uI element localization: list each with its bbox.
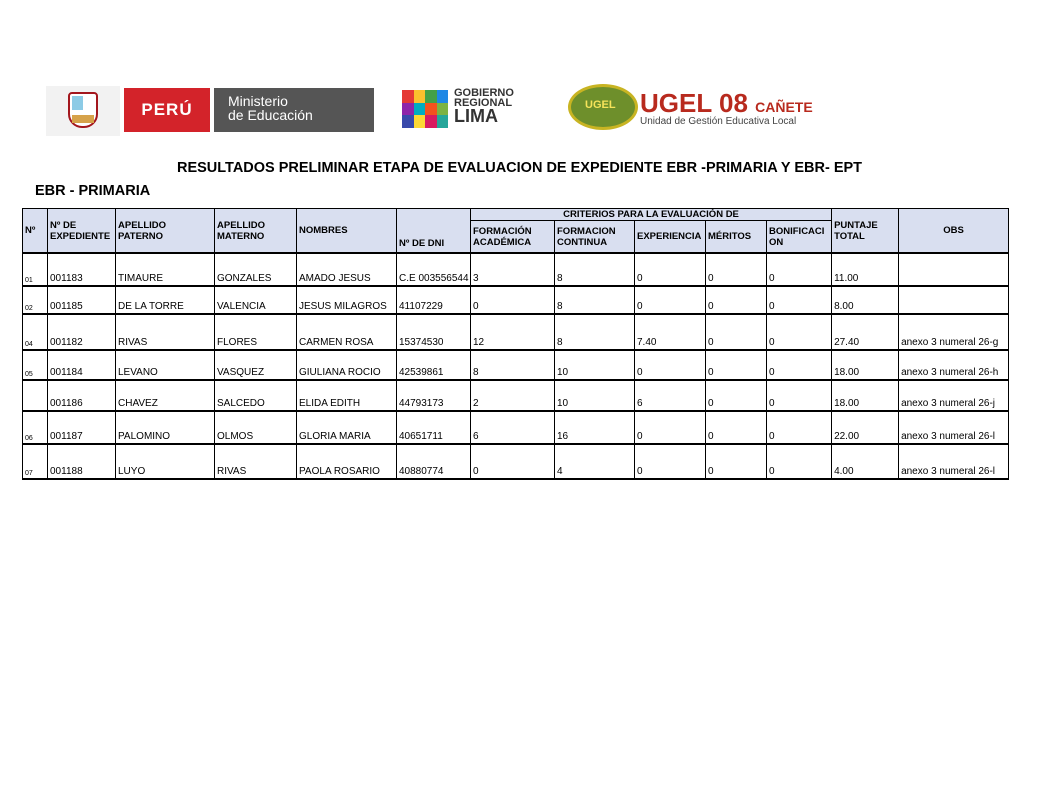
cell-formacion-continua: 8 bbox=[555, 253, 635, 286]
minedu-line-1: Ministerio bbox=[228, 93, 288, 109]
cell-apellido-materno: FLORES bbox=[215, 314, 297, 350]
cell-no: 01 bbox=[23, 253, 48, 286]
cell-obs bbox=[899, 253, 1009, 286]
cell-nombres: PAOLA ROSARIO bbox=[297, 444, 397, 479]
results-table bbox=[22, 208, 1009, 480]
cell-experiencia: 0 bbox=[635, 444, 706, 479]
cell-no: 04 bbox=[23, 314, 48, 350]
minedu-line-2: de Educación bbox=[228, 107, 313, 123]
cell-no: 02 bbox=[23, 286, 48, 314]
cell-apellido-materno: VALENCIA bbox=[215, 286, 297, 314]
gore-line-2: REGIONAL bbox=[454, 97, 513, 109]
cell-formacion-continua: 4 bbox=[555, 444, 635, 479]
cell-bonificacion: 0 bbox=[767, 444, 832, 479]
cell-bonificacion: 0 bbox=[767, 380, 832, 411]
cell-experiencia: 0 bbox=[635, 411, 706, 444]
cell-apellido-paterno: DE LA TORRE bbox=[116, 286, 215, 314]
cell-no: 07 bbox=[23, 444, 48, 479]
cell-apellido-materno: VASQUEZ bbox=[215, 350, 297, 380]
cell-meritos: 0 bbox=[706, 253, 767, 286]
cell-apellido-paterno: RIVAS bbox=[116, 314, 215, 350]
cell-formacion-academica: 0 bbox=[471, 286, 555, 314]
cell-no: 06 bbox=[23, 411, 48, 444]
cell-formacion-continua: 16 bbox=[555, 411, 635, 444]
ugel-title-main: UGEL 08 bbox=[640, 88, 748, 118]
gore-mosaic-icon bbox=[402, 90, 448, 128]
cell-bonificacion: 0 bbox=[767, 314, 832, 350]
cell-expediente: 001185 bbox=[48, 286, 116, 314]
peru-logo: PERÚ bbox=[124, 88, 210, 132]
cell-apellido-paterno: TIMAURE bbox=[116, 253, 215, 286]
ugel-title-suffix: CAÑETE bbox=[755, 99, 813, 115]
cell-experiencia: 0 bbox=[635, 350, 706, 380]
results-table-body bbox=[23, 253, 1009, 479]
col-header-expediente: Nº DE EXPEDIENTE bbox=[48, 209, 116, 254]
ugel-title bbox=[640, 88, 813, 119]
cell-meritos: 0 bbox=[706, 411, 767, 444]
cell-experiencia: 0 bbox=[635, 286, 706, 314]
cell-apellido-paterno: PALOMINO bbox=[116, 411, 215, 444]
cell-formacion-academica: 2 bbox=[471, 380, 555, 411]
table-row bbox=[23, 314, 1009, 350]
cell-nombres: AMADO JESUS bbox=[297, 253, 397, 286]
col-header-meritos: MÉRITOS bbox=[706, 221, 767, 254]
col-header-apellido-paterno: APELLIDO PATERNO bbox=[116, 209, 215, 254]
cell-no: 05 bbox=[23, 350, 48, 380]
document-title: RESULTADOS PRELIMINAR ETAPA DE EVALUACION DE EXPEDIENTE EBR -PRIMARIA Y EBR- EPT bbox=[176, 160, 863, 176]
col-header-criterios: CRITERIOS PARA LA EVALUACIÓN DE bbox=[471, 209, 832, 221]
cell-nombres: JESUS MILAGROS bbox=[297, 286, 397, 314]
cell-experiencia: 7.40 bbox=[635, 314, 706, 350]
col-header-experiencia: EXPERIENCIA bbox=[635, 221, 706, 254]
col-header-formacion-continua: FORMACION CONTINUA bbox=[555, 221, 635, 254]
cell-dni: 15374530 bbox=[397, 314, 471, 350]
gore-text bbox=[454, 88, 514, 124]
gobierno-regional-lima-logo bbox=[402, 86, 532, 134]
table-row bbox=[23, 380, 1009, 411]
cell-experiencia: 0 bbox=[635, 253, 706, 286]
cell-expediente: 001188 bbox=[48, 444, 116, 479]
col-header-obs: OBS bbox=[899, 209, 1009, 254]
cell-apellido-paterno: LEVANO bbox=[116, 350, 215, 380]
gore-line-1: GOBIERNO bbox=[454, 87, 514, 99]
col-header-no: Nº bbox=[23, 209, 48, 254]
col-header-apellido-materno: APELLIDO MATERNO bbox=[215, 209, 297, 254]
cell-puntaje-total: 18.00 bbox=[832, 380, 899, 411]
ministerio-educacion-logo bbox=[214, 88, 374, 132]
cell-obs: anexo 3 numeral 26-g bbox=[899, 314, 1009, 350]
cell-expediente: 001184 bbox=[48, 350, 116, 380]
cell-puntaje-total: 11.00 bbox=[832, 253, 899, 286]
cell-obs: anexo 3 numeral 26-h bbox=[899, 350, 1009, 380]
col-header-formacion-academica: FORMACIÓN ACADÉMICA bbox=[471, 221, 555, 254]
col-header-dni: Nº DE DNI bbox=[397, 209, 471, 254]
cell-apellido-paterno: LUYO bbox=[116, 444, 215, 479]
ugel-seal-text: UGEL bbox=[585, 99, 616, 111]
cell-bonificacion: 0 bbox=[767, 350, 832, 380]
cell-formacion-academica: 3 bbox=[471, 253, 555, 286]
cell-puntaje-total: 8.00 bbox=[832, 286, 899, 314]
cell-dni: 42539861 bbox=[397, 350, 471, 380]
cell-formacion-continua: 10 bbox=[555, 350, 635, 380]
cell-nombres: GLORIA MARIA bbox=[297, 411, 397, 444]
ugel-subtitle: Unidad de Gestión Educativa Local bbox=[640, 116, 797, 127]
table-row bbox=[23, 286, 1009, 314]
cell-expediente: 001182 bbox=[48, 314, 116, 350]
cell-apellido-materno: RIVAS bbox=[215, 444, 297, 479]
cell-formacion-continua: 8 bbox=[555, 286, 635, 314]
cell-meritos: 0 bbox=[706, 314, 767, 350]
cell-formacion-academica: 8 bbox=[471, 350, 555, 380]
cell-bonificacion: 0 bbox=[767, 411, 832, 444]
cell-puntaje-total: 22.00 bbox=[832, 411, 899, 444]
gore-line-3: LIMA bbox=[454, 106, 498, 126]
cell-meritos: 0 bbox=[706, 444, 767, 479]
col-header-bonificacion: BONIFICACION bbox=[767, 221, 832, 254]
cell-meritos: 0 bbox=[706, 380, 767, 411]
table-row bbox=[23, 253, 1009, 286]
col-header-puntaje-total: PUNTAJE TOTAL bbox=[832, 209, 899, 254]
cell-dni: 40651711 bbox=[397, 411, 471, 444]
cell-nombres: CARMEN ROSA bbox=[297, 314, 397, 350]
cell-dni: C.E 003556544 bbox=[397, 253, 471, 286]
ugel-08-logo bbox=[568, 82, 858, 138]
cell-bonificacion: 0 bbox=[767, 253, 832, 286]
col-header-nombres: NOMBRES bbox=[297, 209, 397, 254]
cell-apellido-materno: OLMOS bbox=[215, 411, 297, 444]
table-row bbox=[23, 444, 1009, 479]
cell-formacion-continua: 8 bbox=[555, 314, 635, 350]
logo-strip bbox=[46, 82, 1006, 138]
ugel-seal-icon bbox=[568, 84, 638, 130]
cell-meritos: 0 bbox=[706, 286, 767, 314]
cell-nombres: ELIDA EDITH bbox=[297, 380, 397, 411]
cell-formacion-academica: 12 bbox=[471, 314, 555, 350]
table-row bbox=[23, 350, 1009, 380]
cell-apellido-paterno: CHAVEZ bbox=[116, 380, 215, 411]
cell-formacion-academica: 0 bbox=[471, 444, 555, 479]
cell-obs bbox=[899, 286, 1009, 314]
cell-dni: 44793173 bbox=[397, 380, 471, 411]
cell-formacion-academica: 6 bbox=[471, 411, 555, 444]
cell-no bbox=[23, 380, 48, 411]
cell-meritos: 0 bbox=[706, 350, 767, 380]
section-heading: EBR - PRIMARIA bbox=[35, 183, 151, 199]
cell-expediente: 001186 bbox=[48, 380, 116, 411]
cell-apellido-materno: SALCEDO bbox=[215, 380, 297, 411]
cell-dni: 40880774 bbox=[397, 444, 471, 479]
cell-obs: anexo 3 numeral 26-l bbox=[899, 444, 1009, 479]
table-row bbox=[23, 411, 1009, 444]
cell-puntaje-total: 18.00 bbox=[832, 350, 899, 380]
cell-puntaje-total: 27.40 bbox=[832, 314, 899, 350]
cell-experiencia: 6 bbox=[635, 380, 706, 411]
cell-dni: 41107229 bbox=[397, 286, 471, 314]
cell-expediente: 001183 bbox=[48, 253, 116, 286]
cell-expediente: 001187 bbox=[48, 411, 116, 444]
cell-nombres: GIULIANA ROCIO bbox=[297, 350, 397, 380]
cell-apellido-materno: GONZALES bbox=[215, 253, 297, 286]
cell-bonificacion: 0 bbox=[767, 286, 832, 314]
cell-obs: anexo 3 numeral 26-l bbox=[899, 411, 1009, 444]
peru-coat-of-arms-logo bbox=[46, 86, 120, 136]
cell-obs: anexo 3 numeral 26-j bbox=[899, 380, 1009, 411]
cell-puntaje-total: 4.00 bbox=[832, 444, 899, 479]
cell-formacion-continua: 10 bbox=[555, 380, 635, 411]
